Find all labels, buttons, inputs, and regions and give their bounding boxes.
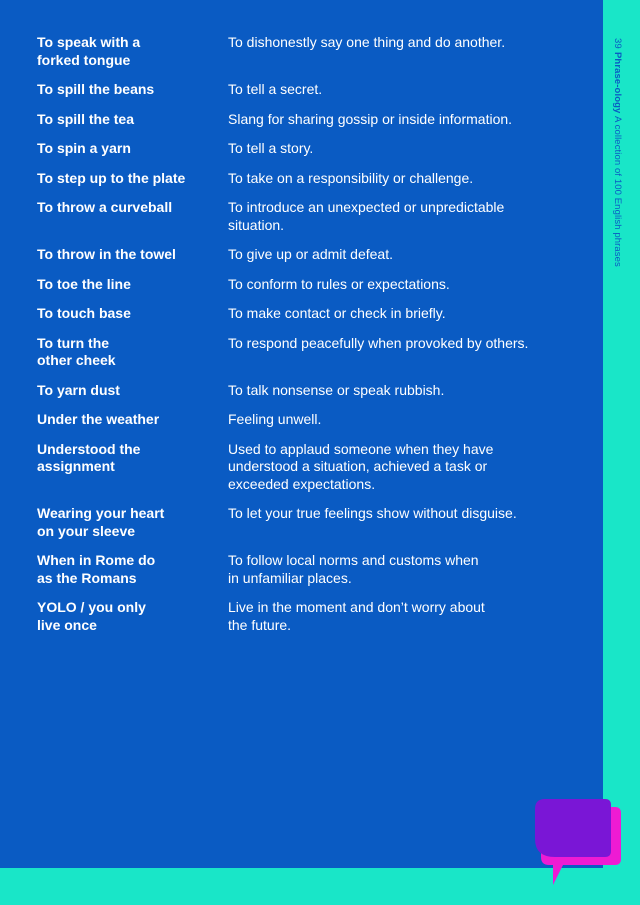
page-number: 39 [612,38,623,49]
phrase-entry [37,382,597,400]
phrase-term: To step up to the plate [37,169,186,186]
phrase-entry [37,305,597,323]
phrase-term: To throw a curveball [37,199,173,215]
phrase-entry [37,441,597,494]
phrase-definition: To let your true feelings show without disguise. [228,505,517,521]
phrase-entry [37,199,597,234]
phrase-term: To speak with a forked tongue [37,34,141,68]
phrase-entry [37,505,597,540]
book-title: Phrase-ology [612,51,623,113]
phrase-term: To spill the tea [37,110,134,127]
phrase-entry [37,140,597,158]
phrase-entry [37,599,597,634]
phrase-definition: To talk nonsense or speak rubbish. [228,381,445,398]
phrase-definition: To tell a story. [228,140,314,156]
phrase-definition: To respond peacefully when provoked by others. [228,334,529,351]
running-header [612,38,623,267]
phrase-term: To throw in the towel [37,246,176,262]
phrase-term: To spill the beans [37,81,155,97]
phrase-entry [37,276,597,294]
phrase-entry [37,335,597,370]
phrase-list [37,34,597,646]
phrase-definition: To make contact or check in briefly. [228,305,446,321]
phrase-term: To spin a yarn [37,140,131,156]
phrase-definition: To dishonestly say one thing and do another. [228,34,506,50]
phrase-term: To yarn dust [37,381,120,398]
phrase-entry [37,552,597,587]
phrase-term: Understood the assignment [37,440,141,474]
phrase-term: To touch base [37,305,131,321]
phrase-definition: To follow local norms and customs when in unfamiliar places. [228,552,479,586]
phrase-definition: To conform to rules or expectations. [228,275,450,292]
phrase-term: To turn the other cheek [37,334,116,368]
speech-bubble-logo-icon [535,799,625,899]
phrase-entry [37,411,597,429]
phrase-definition: Used to applaud someone when they have understood a situation, achieved a task or exceeded expectations. [228,440,494,492]
phrase-definition: To take on a responsibility or challenge. [228,169,474,186]
phrase-definition: Live in the moment and don’t worry about the future. [228,599,485,633]
phrase-definition: Feeling unwell. [228,411,322,427]
phrase-entry [37,34,597,69]
phrase-definition: To tell a secret. [228,81,323,97]
phrase-definition: Slang for sharing gossip or inside information. [228,110,513,127]
phrase-term: Under the weather [37,411,160,427]
phrase-entry [37,246,597,264]
book-subtitle: A collection of 100 English phrases [612,115,623,267]
phrase-term: To toe the line [37,275,131,292]
phrase-entry [37,81,597,99]
phrase-term: Wearing your heart on your sleeve [37,505,165,539]
phrase-definition: To give up or admit defeat. [228,246,393,262]
phrase-entry [37,170,597,188]
phrase-definition: To introduce an unexpected or unpredictable situation. [228,199,505,233]
phrase-entry [37,111,597,129]
phrase-term: YOLO / you only live once [37,599,146,633]
phrase-term: When in Rome do as the Romans [37,552,156,586]
